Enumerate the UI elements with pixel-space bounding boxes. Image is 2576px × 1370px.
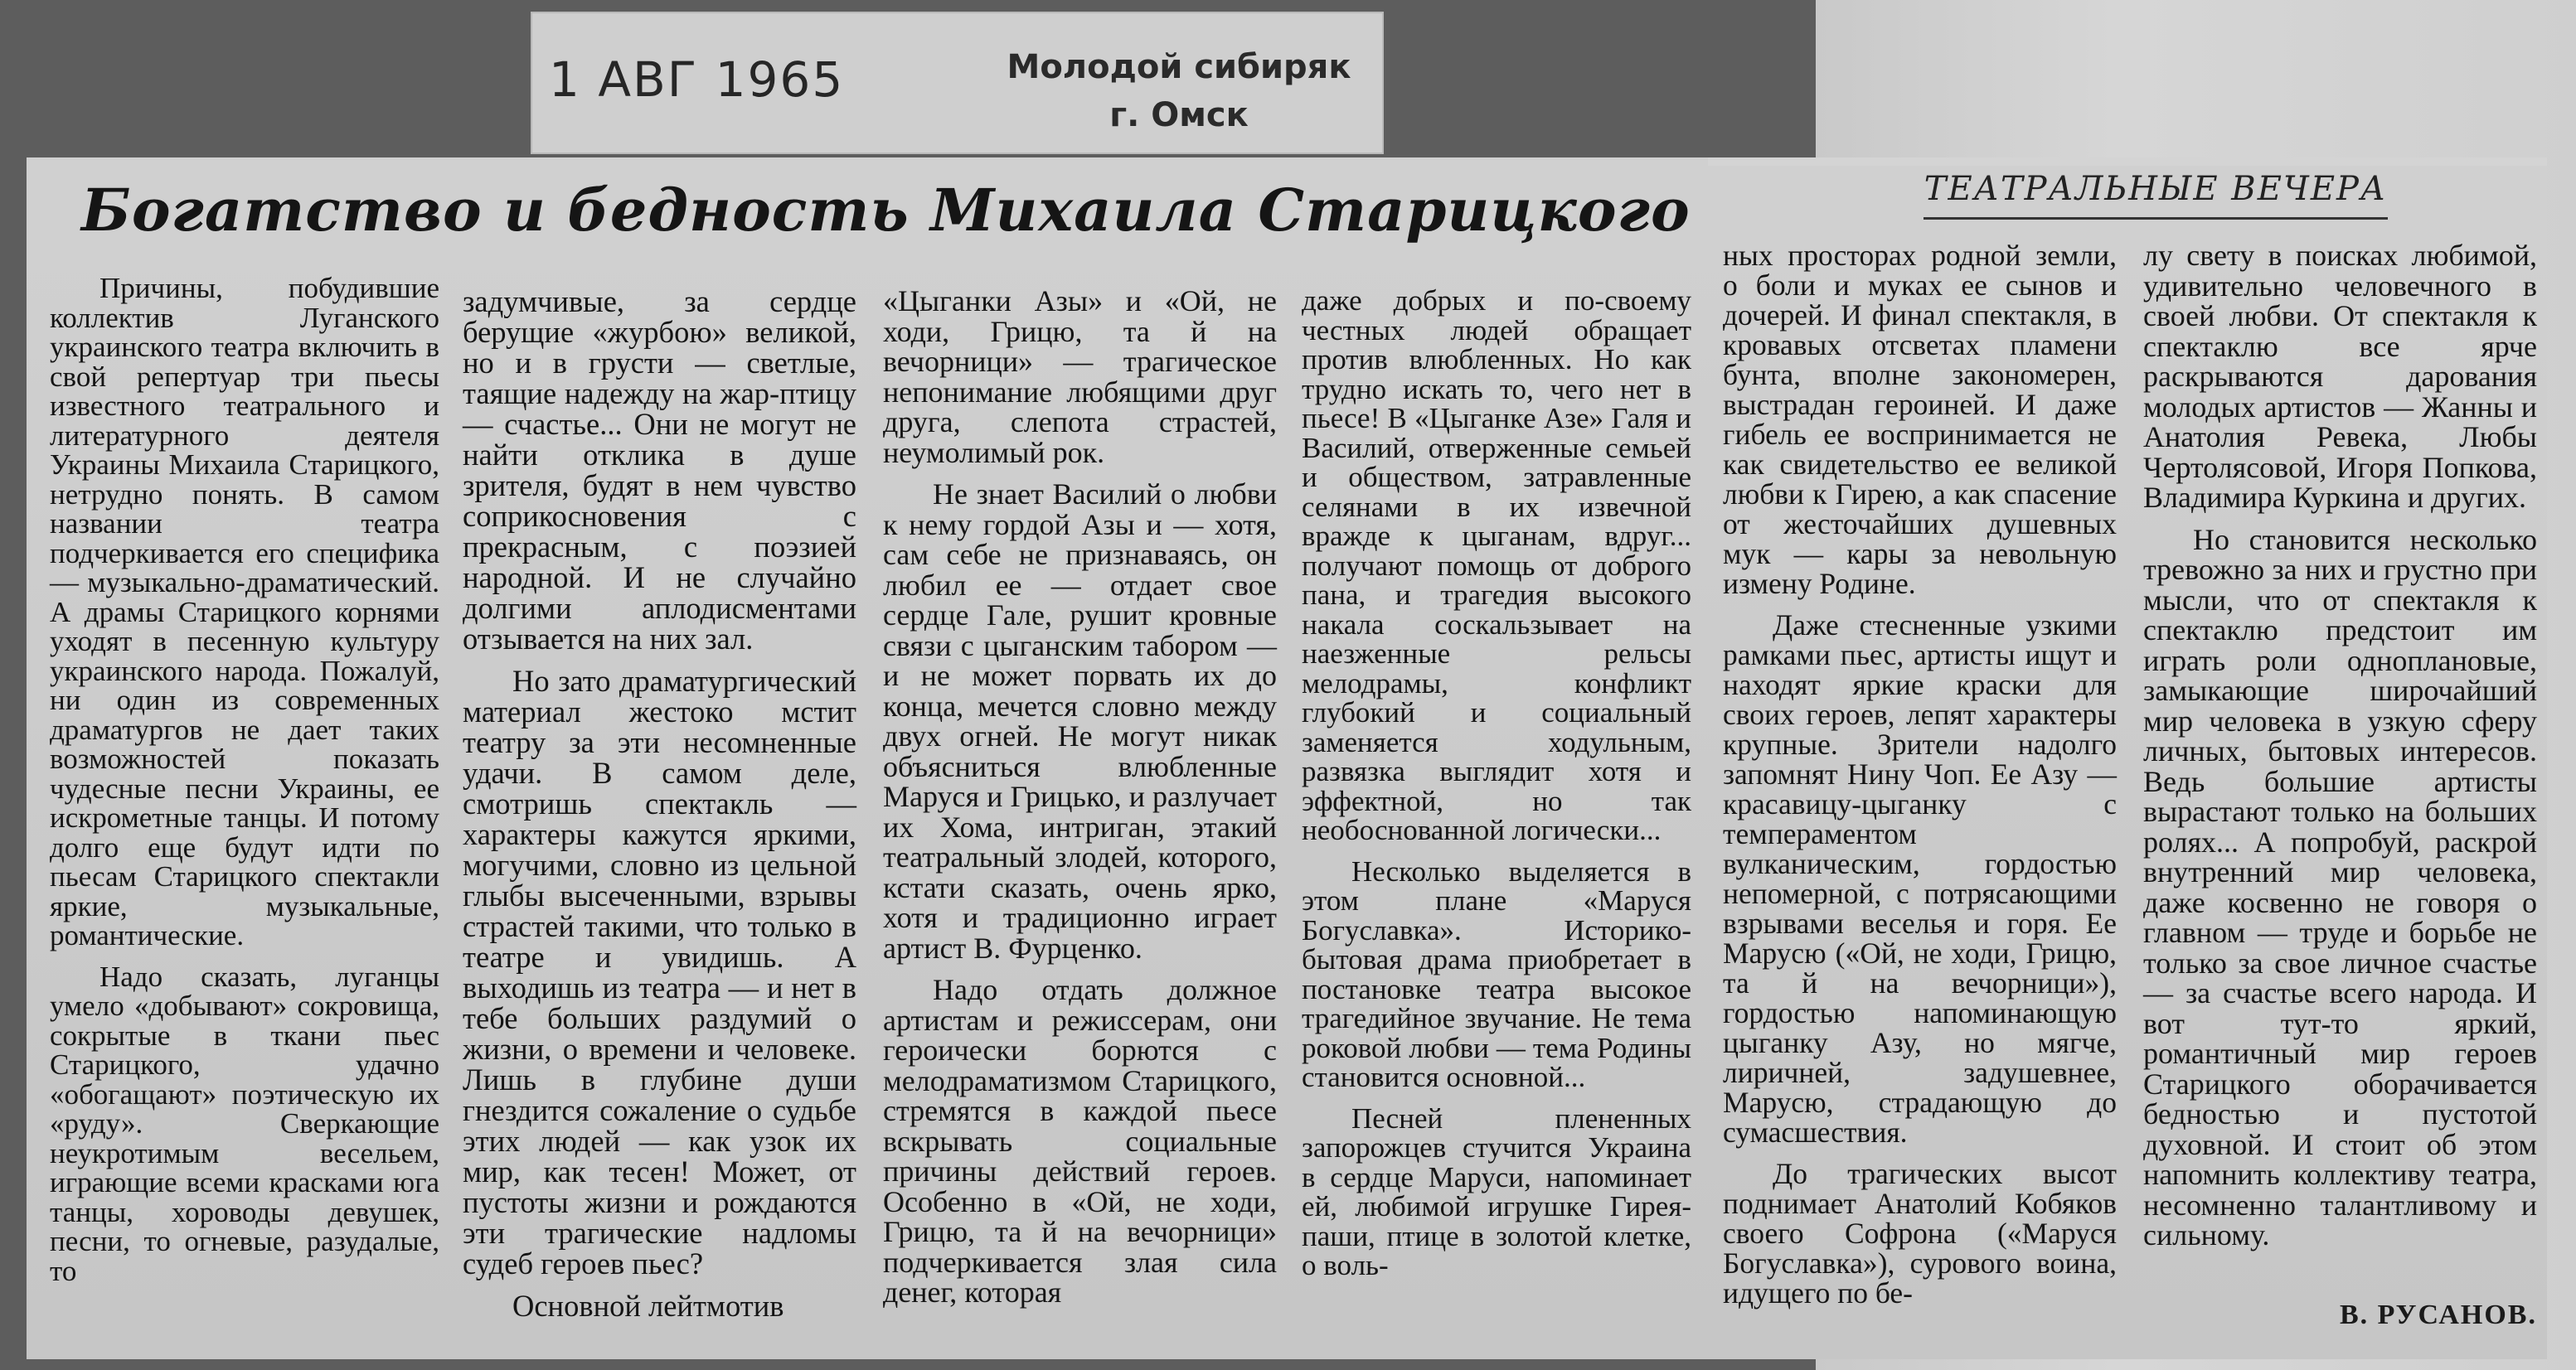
paragraph: Не знает Василий о любви к нему гордой Азы и — хотя, сам себе не признаваясь, он любил ее — отдает свое сердце Гале, рушит кровные связи с цыганским табором — и не может порвать их до конца, мечется словно между двух огней. Не могут никак объясниться влюбленные Маруся и Грицько, и разлучает их Хома, интриган, этакий театральный злодей, которого, кстати сказать, очень ярко, хотя и традиционно играет артист В. Фурценко. <box>883 477 1277 965</box>
clipping-edge <box>1708 157 2547 166</box>
rubric: ТЕАТРАЛЬНЫЕ ВЕЧЕРА <box>1924 167 2388 220</box>
paragraph: До трагических высот поднимает Анатолий Кобяков своего Софрона («Маруся Богуславка»), сурового воина, идущего по бе- <box>1723 1157 2117 1309</box>
paragraph: Надо сказать, луганцы умело «добывают» сокровища, сокрытые в ткани пьес Старицкого, удачно «обогащают» поэтическую их «руду». Сверкающие неукротимым весельем, играющие всеми красками юга танцы, хороводы девушек, песни, то огневые, разудалые, то <box>50 960 439 1287</box>
paragraph: даже добрых и по-своему честных людей обращает против влюбленных. Но как трудно искать то, чего нет в пьесе! В «Цыганке Азе» Галя и Василий, отверженные семьей и обществом, затравленные селянами в их извечной вражде к цыганам, вдруг... получают помощь от доброго пана, и трагедия высокого накала соскальзывает на наезженные рельсы мелодрамы, конфликт глубокий и социальный заменяется ходульным, развязка выглядит хотя и эффектной, но так необоснованной логически... <box>1302 284 1691 846</box>
paragraph: Даже стесненные узкими рамками пьес, артисты ищут и находят яркие краски для своих героев, лепят характеры крупные. Зрители надолго запомнят Нину Чоп. Ее Азу — красавицу-цыганку с темпераментом вулканическим, гордостью непомерной, с потрясающими взрывами веселья и горя. Ее Марусю («Ой, не ходи, Грицю, та й на вечорници»), гордостью напоминающую цыганку Азу, но мягче, лиричней, задушевнее, Марусю, страдающую до сумасшествия. <box>1723 608 2117 1149</box>
article-column-5 <box>1723 240 2117 1308</box>
paragraph: Причины, побудившие коллектив Луганского украинского театра включить в свой репертуар три пьесы известного театрального и литературного деятеля Украины Михаила Старицкого, нетрудно понять. В самом названии театра подчеркивается его специфика — музыкально-драматический. А драмы Старицкого корнями уходят в песенную культуру украинского народа. Пожалуй, ни один из современных драматургов не дает таких возможностей показать чудесные песни Украины, ее искрометные танцы. И потому долго еще будут идти по пьесам Старицкого спектакли яркие, музыкальные, романтические. <box>50 272 439 951</box>
paragraph: Но становится несколько тревожно за них и грустно при мысли, что от спектакля к спектаклю предстоит им играть роли одноплановые, замыкающие широчайший мир человека в узкую сферу личных, бытовых интересов. Ведь большие артисты вырастают только на больших ролях... А попробуй, раскрой внутренний мир человека, даже косвенно не говоря о главном — труде и борьбе не только за свое личное счастье — за счастье всего народа. И вот тут-то яркий, романтичный мир героев Старицкого оборачивается бедностью и пустотой духовной. И стоит об этом напомнить коллективу театра, несомненно талантливому и сильному. <box>2143 522 2537 1251</box>
article-column-1 <box>50 274 439 1285</box>
headline: Богатство и бедность Михаила Старицкого <box>81 176 1691 244</box>
stamp-newspaper <box>984 43 1374 139</box>
paragraph: Несколько выделяется в этом плане «Маруся Богуславка». Историко-бытовая драма приобретает в постановке театра высокое трагедийное звучание. Не тема роковой любви — тема Родины становится основной... <box>1302 854 1691 1093</box>
article-column-6 <box>2143 240 2537 1251</box>
paragraph: Но зато драматургический материал жестоко мстит театру за эти несомненные удачи. В самом деле, смотришь спектакль — характеры кажутся яркими, могучими, словно из цельной глыбы высеченными, взрывы страстей такими, что только в театре и увидишь. А выходишь из театра — и нет в тебе больших раздумий о жизни, о времени и человеке. Лишь в глубине души гнездится сожаление о судьбе этих людей — как узок их мир, как тесен! Может, от пустоты жизни и рождаются эти трагические надломы судеб героев пьес? <box>463 664 856 1280</box>
article-column-4 <box>1302 286 1691 1280</box>
stamp-newspaper-name: Молодой сибиряк <box>1007 48 1351 86</box>
byline: В. РУСАНОВ. <box>2339 1300 2537 1330</box>
stamp-date: 1 АВГ 1965 <box>549 51 845 108</box>
stamp-city: г. Омск <box>1109 96 1249 134</box>
paragraph: задумчивые, за сердце берущие «журбою» великой, но и в грусти — светлые, таящие надежду на жар-птицу — счастье... Они не могут не найти отклика в душе зрителя, будят в нем чувство соприкосновения с прекрасным, с поэзией народной. И не случайно долгими аплодисментами отзывается на них зал. <box>463 284 856 656</box>
paragraph: ных просторах родной земли, о боли и муках ее сынов и дочерей. И финал спектакля, в кровавых отсветах пламени бунта, вполне закономерен, выстрадан героиней. И даже гибель ее воспринимается не как свидетельство ее великой любви к Гирею, а как спасение от жесточайших душевных мук — кары за невольную измену Родине. <box>1723 239 2117 600</box>
paragraph: «Цыганки Азы» и «Ой, не ходи, Грицю, та й на вечорници» — трагическое непонимание любящими друг друга, слепота страстей, неумолимый рок. <box>883 284 1277 469</box>
paragraph: Надо отдать должное артистам и режиссерам, они героически борются с мелодраматизмом Старицкого, стремятся в каждой пьесе вскрывать социальные причины действий героев. Особенно в «Ой, не ходи, Грицю, та й на вечорници» подчеркивается злая сила денег, которая <box>883 973 1277 1309</box>
paragraph: лу свету в поисках любимой, удивительно человечного в своей любви. От спектакля к спектаклю все ярче раскрываются дарования молодых артистов — Жанны и Анатолия Ревека, Любы Чертоляcовой, Игоря Попкова, Владимира Куркина и других. <box>2143 239 2537 514</box>
article-column-2 <box>463 286 856 1321</box>
paragraph: Песней плененных запорожцев стучится Украина в сердце Маруси, напоминает ей, любимой игрушке Гирея-паши, птице в золотой клетке, о воль- <box>1302 1101 1691 1281</box>
paragraph: Основной лейтмотив <box>512 1289 784 1323</box>
article-column-3 <box>883 286 1277 1308</box>
archive-stamp <box>531 12 1384 154</box>
